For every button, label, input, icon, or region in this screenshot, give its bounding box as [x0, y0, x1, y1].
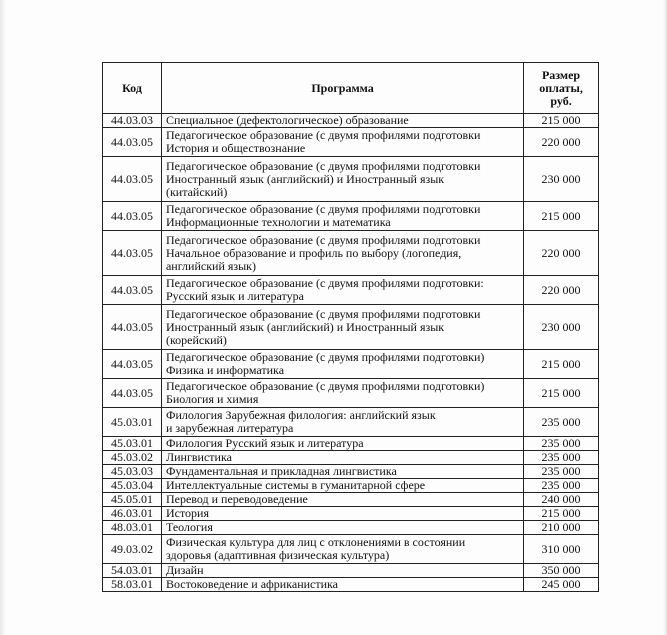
row-price: 215 000 [524, 507, 599, 521]
row-program: Лингвистика [161, 451, 523, 465]
table-row [103, 305, 599, 350]
row-program: Филология Русский язык и литература [161, 437, 523, 451]
row-code: 44.03.05 [103, 350, 162, 379]
row-price: 215 000 [524, 114, 599, 128]
table-row [103, 128, 599, 157]
tuition-fees-table [102, 62, 599, 592]
row-code: 45.05.01 [103, 493, 162, 507]
row-program: Педагогическое образование (с двумя профилями подготовки Иностранный язык (английский) и Иностранный язык (корейский) [161, 305, 523, 350]
page-edge-right [663, 0, 667, 635]
row-code: 45.03.01 [103, 408, 162, 437]
table-row [103, 157, 599, 202]
row-price: 230 000 [524, 157, 599, 202]
row-price: 310 000 [524, 535, 599, 564]
row-code: 46.03.01 [103, 507, 162, 521]
row-code: 48.03.01 [103, 521, 162, 535]
row-program: Педагогическое образование (с двумя профилями подготовки История и обществознание [161, 128, 523, 157]
row-price: 215 000 [524, 202, 599, 231]
header-code: Код [103, 63, 162, 114]
table-row [103, 437, 599, 451]
row-price: 235 000 [524, 451, 599, 465]
row-program: Физическая культура для лиц с отклонениями в состоянии здоровья (адаптивная физическая культура) [161, 535, 523, 564]
row-program: Интеллектуальные системы в гуманитарной сфере [161, 479, 523, 493]
row-program: Педагогическое образование (с двумя профилями подготовки) Физика и информатика [161, 350, 523, 379]
row-program: Педагогическое образование (с двумя профилями подготовки Информационные технологии и математика [161, 202, 523, 231]
row-program: Педагогическое образование (с двумя профилями подготовки) Биология и химия [161, 379, 523, 408]
row-program: Филология Зарубежная филология: английский язык и зарубежная литература [161, 408, 523, 437]
table-row [103, 535, 599, 564]
table-row [103, 408, 599, 437]
row-code: 45.03.02 [103, 451, 162, 465]
row-price: 245 000 [524, 578, 599, 592]
row-price: 240 000 [524, 493, 599, 507]
row-code: 44.03.05 [103, 379, 162, 408]
row-price: 220 000 [524, 231, 599, 276]
row-program: Специальное (дефектологическое) образование [161, 114, 523, 128]
row-price: 210 000 [524, 521, 599, 535]
row-program: Фундаментальная и прикладная лингвистика [161, 465, 523, 479]
table-row [103, 276, 599, 305]
row-program: Педагогическое образование (с двумя профилями подготовки Иностранный язык (английский) и Иностранный язык (китайский) [161, 157, 523, 202]
row-program: Дизайн [161, 564, 523, 578]
row-code: 44.03.05 [103, 305, 162, 350]
row-code: 44.03.05 [103, 231, 162, 276]
header-price: Размер оплаты, руб. [524, 63, 599, 114]
row-code: 44.03.03 [103, 114, 162, 128]
row-code: 45.03.01 [103, 437, 162, 451]
row-price: 215 000 [524, 350, 599, 379]
table-row [103, 231, 599, 276]
row-program: История [161, 507, 523, 521]
row-code: 49.03.02 [103, 535, 162, 564]
row-code: 45.03.03 [103, 465, 162, 479]
row-price: 220 000 [524, 276, 599, 305]
table-row [103, 493, 599, 507]
table-header-row [103, 63, 599, 114]
row-code: 54.03.01 [103, 564, 162, 578]
row-price: 235 000 [524, 437, 599, 451]
table-row [103, 521, 599, 535]
table-row [103, 114, 599, 128]
row-price: 235 000 [524, 408, 599, 437]
row-program: Перевод и переводоведение [161, 493, 523, 507]
table-row [103, 564, 599, 578]
row-program: Теология [161, 521, 523, 535]
row-code: 45.03.04 [103, 479, 162, 493]
table-row [103, 379, 599, 408]
table-row [103, 350, 599, 379]
row-code: 44.03.05 [103, 276, 162, 305]
row-code: 44.03.05 [103, 157, 162, 202]
table-row [103, 451, 599, 465]
row-price: 230 000 [524, 305, 599, 350]
row-code: 58.03.01 [103, 578, 162, 592]
row-program: Востоковедение и африканистика [161, 578, 523, 592]
table-row [103, 578, 599, 592]
row-price: 350 000 [524, 564, 599, 578]
table-row [103, 465, 599, 479]
table-row [103, 507, 599, 521]
row-price: 215 000 [524, 379, 599, 408]
row-price: 235 000 [524, 479, 599, 493]
page-edge-left [0, 0, 6, 635]
row-price: 235 000 [524, 465, 599, 479]
header-program: Программа [161, 63, 523, 114]
row-code: 44.03.05 [103, 128, 162, 157]
table-row [103, 202, 599, 231]
row-program: Педагогическое образование (с двумя профилями подготовки Начальное образование и профиль по выбору (логопедия, английский язык) [161, 231, 523, 276]
row-program: Педагогическое образование (с двумя профилями подготовки: Русский язык и литература [161, 276, 523, 305]
row-price: 220 000 [524, 128, 599, 157]
table-row [103, 479, 599, 493]
row-code: 44.03.05 [103, 202, 162, 231]
